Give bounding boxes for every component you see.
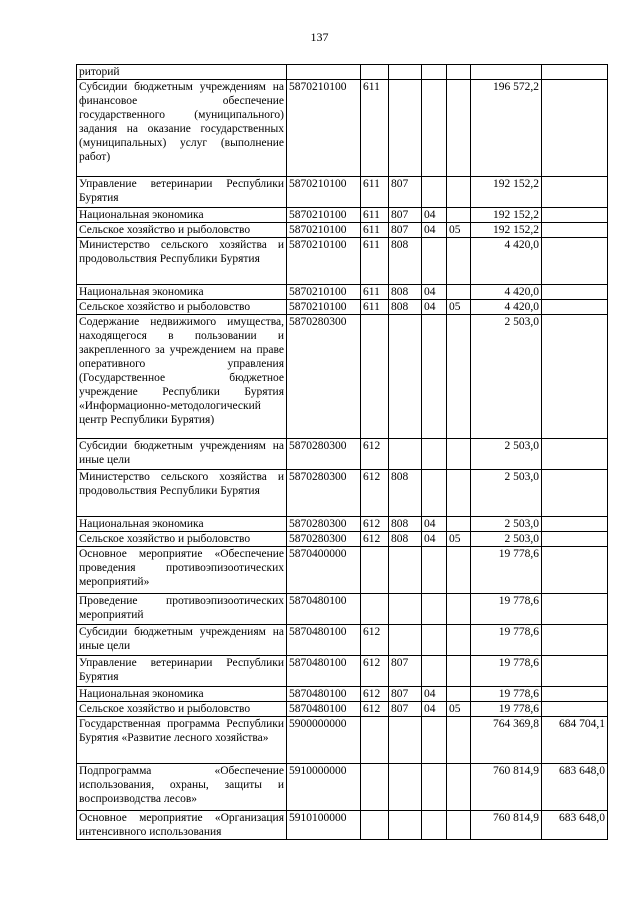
subsection-cell — [447, 439, 471, 470]
amount-second-cell — [542, 80, 608, 177]
row-name-cell: риторий — [77, 65, 287, 80]
ministry-code-cell: 807 — [389, 687, 422, 702]
ministry-code-cell — [389, 315, 422, 439]
expense-type-cell: 611 — [361, 177, 389, 208]
expense-type-cell: 611 — [361, 238, 389, 285]
expense-type-cell — [361, 764, 389, 811]
target-article-cell: 5870280300 — [287, 517, 361, 532]
amount-second-cell — [542, 517, 608, 532]
row-name-cell: Национальная экономика — [77, 285, 287, 300]
ministry-code-cell: 807 — [389, 223, 422, 238]
amount-second-cell — [542, 238, 608, 285]
subsection-cell — [447, 208, 471, 223]
row-name-cell: Субсидии бюджетным учреждениям на финансовое обеспечение государственного (муниципального) задания на оказание государственных (муниципальных) услуг (выполнение работ) — [77, 80, 287, 177]
amount-cell: 4 420,0 — [471, 285, 542, 300]
amount-cell — [471, 65, 542, 80]
ministry-code-cell — [389, 594, 422, 625]
row-name-cell: Сельское хозяйство и рыболовство — [77, 223, 287, 238]
target-article-cell: 5870280300 — [287, 439, 361, 470]
ministry-code-cell: 808 — [389, 285, 422, 300]
section-cell — [422, 315, 447, 439]
table-row — [77, 80, 608, 177]
table-row — [77, 470, 608, 517]
amount-second-cell — [542, 532, 608, 547]
page-number: 137 — [310, 30, 329, 44]
amount-cell: 760 814,9 — [471, 764, 542, 811]
subsection-cell — [447, 177, 471, 208]
target-article-cell: 5870210100 — [287, 285, 361, 300]
ministry-code-cell: 807 — [389, 177, 422, 208]
amount-second-cell — [542, 300, 608, 315]
amount-cell: 19 778,6 — [471, 656, 542, 687]
amount-second-cell — [542, 470, 608, 517]
expense-type-cell — [361, 594, 389, 625]
target-article-cell: 5870480100 — [287, 687, 361, 702]
target-article-cell: 5870210100 — [287, 80, 361, 177]
section-cell: 04 — [422, 517, 447, 532]
table-row — [77, 547, 608, 594]
amount-cell: 19 778,6 — [471, 594, 542, 625]
expense-type-cell: 612 — [361, 470, 389, 517]
table-row — [77, 223, 608, 238]
row-name-cell: Управление ветеринарии Республики Бурятия — [77, 177, 287, 208]
expense-type-cell: 612 — [361, 702, 389, 717]
target-article-cell — [287, 65, 361, 80]
section-cell — [422, 625, 447, 656]
ministry-code-cell: 808 — [389, 517, 422, 532]
ministry-code-cell — [389, 80, 422, 177]
subsection-cell — [447, 625, 471, 656]
expense-type-cell: 612 — [361, 687, 389, 702]
row-name-cell: Содержание недвижимого имущества, находящегося в пользовании и закрепленного за учреждением на праве оперативного управления (Государственное бюджетное учреждение Республики Бурятия «Информационно-методологический центр Республики Бурятия) — [77, 315, 287, 439]
table-row — [77, 300, 608, 315]
expense-type-cell: 612 — [361, 656, 389, 687]
amount-second-cell: 683 648,0 — [542, 811, 608, 840]
ministry-code-cell — [389, 625, 422, 656]
amount-cell: 19 778,6 — [471, 687, 542, 702]
expense-type-cell: 611 — [361, 285, 389, 300]
target-article-cell: 5870210100 — [287, 177, 361, 208]
target-article-cell: 5910100000 — [287, 811, 361, 840]
expense-type-cell — [361, 65, 389, 80]
target-article-cell: 5870400000 — [287, 547, 361, 594]
target-article-cell: 5900000000 — [287, 717, 361, 764]
row-name-cell: Подпрограмма «Обеспечение использования, охраны, защиты и воспроизводства лесов» — [77, 764, 287, 811]
subsection-cell — [447, 470, 471, 517]
amount-cell: 2 503,0 — [471, 439, 542, 470]
target-article-cell: 5870210100 — [287, 208, 361, 223]
expense-type-cell: 612 — [361, 625, 389, 656]
table-row — [77, 177, 608, 208]
table-row — [77, 315, 608, 439]
subsection-cell: 05 — [447, 702, 471, 717]
subsection-cell — [447, 656, 471, 687]
amount-second-cell — [542, 656, 608, 687]
amount-second-cell — [542, 315, 608, 439]
amount-second-cell — [542, 223, 608, 238]
target-article-cell: 5870280300 — [287, 532, 361, 547]
expense-type-cell: 611 — [361, 300, 389, 315]
row-name-cell: Основное мероприятие «Организация интенсивного использования — [77, 811, 287, 840]
amount-second-cell — [542, 208, 608, 223]
target-article-cell: 5870480100 — [287, 656, 361, 687]
subsection-cell — [447, 547, 471, 594]
subsection-cell — [447, 811, 471, 840]
subsection-cell: 05 — [447, 223, 471, 238]
ministry-code-cell — [389, 764, 422, 811]
table-row — [77, 532, 608, 547]
row-name-cell: Субсидии бюджетным учреждениям на иные цели — [77, 439, 287, 470]
target-article-cell: 5870480100 — [287, 594, 361, 625]
row-name-cell: Сельское хозяйство и рыболовство — [77, 300, 287, 315]
amount-second-cell — [542, 547, 608, 594]
expense-type-cell — [361, 547, 389, 594]
amount-second-cell — [542, 65, 608, 80]
section-cell: 04 — [422, 702, 447, 717]
section-cell: 04 — [422, 300, 447, 315]
amount-second-cell — [542, 702, 608, 717]
subsection-cell — [447, 517, 471, 532]
section-cell: 04 — [422, 687, 447, 702]
target-article-cell: 5870280300 — [287, 470, 361, 517]
section-cell — [422, 80, 447, 177]
section-cell — [422, 65, 447, 80]
ministry-code-cell — [389, 811, 422, 840]
section-cell — [422, 594, 447, 625]
section-cell — [422, 656, 447, 687]
amount-second-cell — [542, 625, 608, 656]
table-row — [77, 594, 608, 625]
table-row — [77, 702, 608, 717]
expense-type-cell: 611 — [361, 208, 389, 223]
row-name-cell: Национальная экономика — [77, 208, 287, 223]
subsection-cell — [447, 238, 471, 285]
row-name-cell: Министерство сельского хозяйства и продовольствия Республики Бурятия — [77, 238, 287, 285]
section-cell — [422, 238, 447, 285]
subsection-cell — [447, 717, 471, 764]
table-row — [77, 764, 608, 811]
table-row — [77, 625, 608, 656]
amount-cell: 4 420,0 — [471, 238, 542, 285]
section-cell — [422, 470, 447, 517]
budget-table — [76, 64, 608, 840]
row-name-cell: Министерство сельского хозяйства и продовольствия Республики Бурятия — [77, 470, 287, 517]
amount-second-cell: 684 704,1 — [542, 717, 608, 764]
amount-second-cell — [542, 177, 608, 208]
subsection-cell — [447, 285, 471, 300]
subsection-cell: 05 — [447, 300, 471, 315]
amount-cell: 19 778,6 — [471, 702, 542, 717]
row-name-cell: Государственная программа Республики Бурятия «Развитие лесного хозяйства» — [77, 717, 287, 764]
section-cell — [422, 439, 447, 470]
table-row — [77, 238, 608, 285]
amount-cell: 192 152,2 — [471, 223, 542, 238]
expense-type-cell: 612 — [361, 517, 389, 532]
subsection-cell — [447, 687, 471, 702]
target-article-cell: 5870280300 — [287, 315, 361, 439]
subsection-cell — [447, 594, 471, 625]
amount-cell: 760 814,9 — [471, 811, 542, 840]
expense-type-cell — [361, 811, 389, 840]
table-row — [77, 439, 608, 470]
section-cell: 04 — [422, 208, 447, 223]
amount-second-cell — [542, 687, 608, 702]
section-cell: 04 — [422, 285, 447, 300]
expense-type-cell: 611 — [361, 223, 389, 238]
ministry-code-cell: 808 — [389, 238, 422, 285]
target-article-cell: 5870480100 — [287, 625, 361, 656]
amount-second-cell: 683 648,0 — [542, 764, 608, 811]
target-article-cell: 5870210100 — [287, 223, 361, 238]
table-row — [77, 656, 608, 687]
subsection-cell — [447, 80, 471, 177]
amount-second-cell — [542, 285, 608, 300]
ministry-code-cell: 808 — [389, 470, 422, 517]
amount-second-cell — [542, 439, 608, 470]
target-article-cell: 5870210100 — [287, 300, 361, 315]
subsection-cell — [447, 315, 471, 439]
target-article-cell: 5870210100 — [287, 238, 361, 285]
amount-cell: 2 503,0 — [471, 532, 542, 547]
subsection-cell — [447, 764, 471, 811]
amount-second-cell — [542, 594, 608, 625]
table-row — [77, 687, 608, 702]
section-cell — [422, 811, 447, 840]
amount-cell: 192 152,2 — [471, 177, 542, 208]
amount-cell: 19 778,6 — [471, 547, 542, 594]
ministry-code-cell: 808 — [389, 532, 422, 547]
table-row — [77, 208, 608, 223]
subsection-cell: 05 — [447, 532, 471, 547]
ministry-code-cell — [389, 547, 422, 594]
ministry-code-cell — [389, 717, 422, 764]
row-name-cell: Управление ветеринарии Республики Бурятия — [77, 656, 287, 687]
table-row — [77, 65, 608, 80]
ministry-code-cell: 807 — [389, 702, 422, 717]
amount-cell: 2 503,0 — [471, 315, 542, 439]
section-cell — [422, 764, 447, 811]
row-name-cell: Субсидии бюджетным учреждениям на иные цели — [77, 625, 287, 656]
section-cell — [422, 717, 447, 764]
ministry-code-cell: 807 — [389, 208, 422, 223]
expense-type-cell: 612 — [361, 439, 389, 470]
expense-type-cell — [361, 315, 389, 439]
row-name-cell: Проведение противоэпизоотических мероприятий — [77, 594, 287, 625]
section-cell: 04 — [422, 532, 447, 547]
ministry-code-cell — [389, 65, 422, 80]
section-cell: 04 — [422, 223, 447, 238]
amount-cell: 2 503,0 — [471, 470, 542, 517]
ministry-code-cell: 807 — [389, 656, 422, 687]
amount-cell: 2 503,0 — [471, 517, 542, 532]
target-article-cell: 5870480100 — [287, 702, 361, 717]
table-row — [77, 517, 608, 532]
row-name-cell: Национальная экономика — [77, 517, 287, 532]
table-row — [77, 717, 608, 764]
table-row — [77, 285, 608, 300]
row-name-cell: Сельское хозяйство и рыболовство — [77, 702, 287, 717]
amount-cell: 19 778,6 — [471, 625, 542, 656]
section-cell — [422, 547, 447, 594]
row-name-cell: Сельское хозяйство и рыболовство — [77, 532, 287, 547]
target-article-cell: 5910000000 — [287, 764, 361, 811]
expense-type-cell — [361, 717, 389, 764]
amount-cell: 196 572,2 — [471, 80, 542, 177]
amount-cell: 4 420,0 — [471, 300, 542, 315]
row-name-cell: Национальная экономика — [77, 687, 287, 702]
row-name-cell: Основное мероприятие «Обеспечение проведения противоэпизоотических мероприятий» — [77, 547, 287, 594]
section-cell — [422, 177, 447, 208]
ministry-code-cell: 808 — [389, 300, 422, 315]
ministry-code-cell — [389, 439, 422, 470]
expense-type-cell: 612 — [361, 532, 389, 547]
subsection-cell — [447, 65, 471, 80]
amount-cell: 764 369,8 — [471, 717, 542, 764]
expense-type-cell: 611 — [361, 80, 389, 177]
amount-cell: 192 152,2 — [471, 208, 542, 223]
table-row — [77, 811, 608, 840]
